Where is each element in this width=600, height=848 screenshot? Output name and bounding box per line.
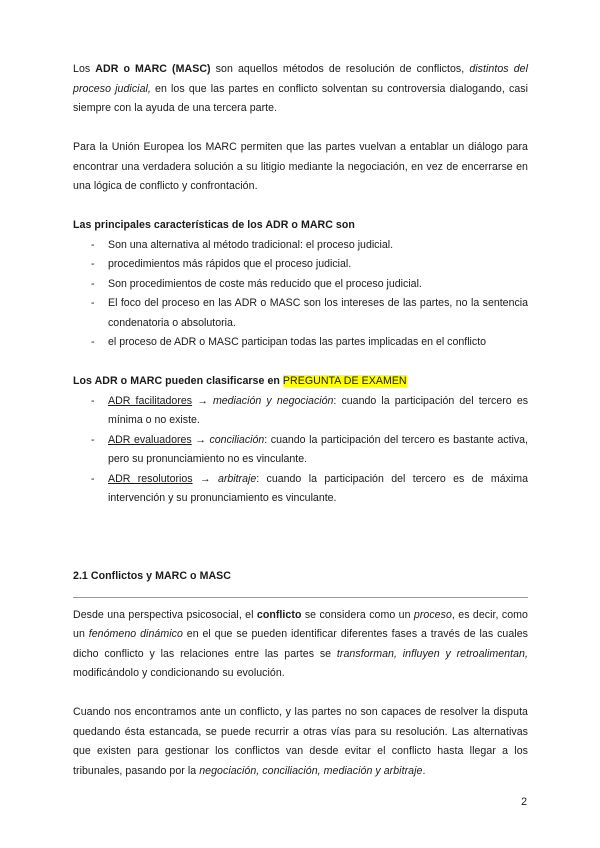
alternatives-paragraph xyxy=(73,703,528,781)
list-item: - ADR resolutorios → arbitraje: cuando la participación del tercero es de máxima intervención y su pronunciamiento es vinculante. xyxy=(91,472,528,504)
characteristics-heading: Las principales características de los ADR o MARC son xyxy=(73,219,355,231)
list-item-text: procedimientos más rápidos que el proceso judicial. xyxy=(108,258,352,270)
list-item: - El foco del proceso en las ADR o MASC son los intereses de las partes, no la sentencia condenatoria o absolutoria. xyxy=(91,297,528,329)
text: : cuando la participación del tercero es de máxima intervención y su pronunciamiento es vinculante. xyxy=(108,472,528,504)
italic-term: distintos del proceso judicial, xyxy=(73,63,528,95)
list-item: - Son procedimientos de coste más reducido que el proceso judicial. xyxy=(91,277,422,290)
underlined-term: ADR resolutorios xyxy=(108,472,193,485)
italic-term: conciliación xyxy=(209,433,265,446)
text: modificándolo y condicionando su evolución. xyxy=(73,667,285,679)
text: : cuando la participación del tercero es mínima o no existe. xyxy=(108,394,529,426)
bold-term: conflicto xyxy=(256,608,302,621)
bold-term: ADR o MARC (MASC) xyxy=(95,63,211,75)
text: Los xyxy=(73,63,96,75)
text: Cuando nos encontramos ante un conflicto, y las partes no son capaces de resolver la disputa quedando ésta estancada, se puede recurrir a otras vías para su resolución. Las alternativas que existen para gestionar los conflictos van desde evitar el conflicto hasta llegar a los tribunales, pasando por la xyxy=(73,706,528,777)
arrow: → xyxy=(191,433,210,446)
classification-list xyxy=(73,392,528,509)
italic-term: arbitraje xyxy=(217,472,257,485)
list-item: - Son una alternativa al método tradicional: el proceso judicial. xyxy=(91,238,394,251)
list-item-text: El foco del proceso en las ADR o MASC son los intereses de las partes, no la sentencia condenatoria o absolutoria. xyxy=(108,297,528,329)
italic-term: mediación y negociación xyxy=(212,394,334,407)
classification-heading xyxy=(73,372,528,392)
italic-term: fenómeno dinámico xyxy=(88,628,183,640)
arrow: → xyxy=(192,472,218,485)
underlined-term: ADR evaluadores xyxy=(108,433,192,446)
text: , es decir, como un xyxy=(73,608,528,640)
text: : cuando la participación del tercero es bastante activa, pero su pronunciamiento no es vinculante. xyxy=(108,433,528,465)
list-item-text: el proceso de ADR o MASC participan todas las partes implicadas en el conflicto xyxy=(108,336,487,348)
text: en los que las partes en conflicto solventan su controversia dialogando, casi siempre con la ayuda de una tercera parte. xyxy=(73,82,529,114)
exam-highlight: PREGUNTA DE EXAMEN xyxy=(282,375,407,387)
eu-paragraph: Para la Unión Europea los MARC permiten que las partes vuelvan a entablar un diálogo para encontrar una verdadera solución a su litigio mediante la negociación, en vez de encerrarse en una lógica de conflicto y confrontación. xyxy=(73,141,528,192)
italic-term: transforman, influyen y retroalimentan, xyxy=(336,647,528,660)
text: en el que se pueden identificar diferentes fases a través de las cuales dicho conflicto y las relaciones entre las partes se xyxy=(73,628,528,660)
underlined-term: ADR facilitadores xyxy=(108,394,193,407)
section-divider xyxy=(73,597,528,598)
text: Desde una perspectiva psicosocial, el xyxy=(73,608,257,621)
list-item-text: Son una alternativa al método tradicional: el proceso judicial. xyxy=(108,238,394,251)
section-title: 2.1 Conflictos y MARC o MASC xyxy=(73,570,231,582)
list-item: - procedimientos más rápidos que el proceso judicial. xyxy=(91,258,352,270)
heading-text: Los ADR o MARC pueden clasificarse en xyxy=(73,375,283,387)
conflict-paragraph xyxy=(73,606,528,684)
text: . xyxy=(422,764,426,777)
text: se considera como un xyxy=(301,608,414,621)
list-item: - el proceso de ADR o MASC participan todas las partes implicadas en el conflicto xyxy=(91,336,487,348)
intro-paragraph xyxy=(73,60,528,119)
document-page xyxy=(73,60,528,781)
list-item: - ADR evaluadores → conciliación: cuando la participación del tercero es bastante activa, pero su pronunciamiento no es vinculante. xyxy=(91,433,528,465)
characteristics-list xyxy=(73,236,528,353)
italic-term: proceso xyxy=(413,608,452,621)
arrow: → xyxy=(192,394,213,407)
page-number: 2 xyxy=(521,796,527,808)
list-item: - ADR facilitadores → mediación y negociación: cuando la participación del tercero es mínima o no existe. xyxy=(91,394,529,426)
text: son aquellos métodos de resolución de conflictos, xyxy=(210,63,470,75)
italic-term: negociación, conciliación, mediación y arbitraje xyxy=(199,764,423,777)
list-item-text: Son procedimientos de coste más reducido que el proceso judicial. xyxy=(108,277,422,290)
